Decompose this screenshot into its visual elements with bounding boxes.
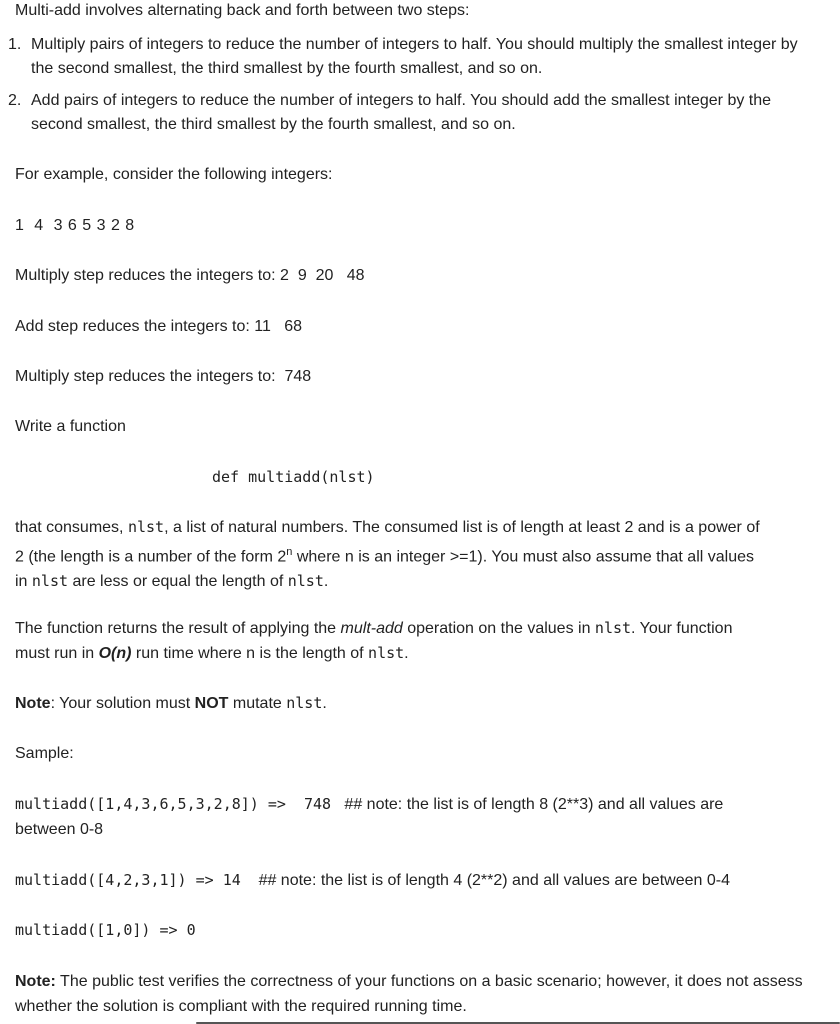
nlst-code: nlst [368,644,405,662]
function-signature: def multiadd(nlst) [212,468,375,486]
public-test-note: Note: The public test verifies the correctness of your functions on a basic scenario; however, it does not assess whether the solution is compliant with the required running time. [15,973,803,1015]
nlst-code: nlst [127,518,165,536]
returns-paragraph: The function returns the result of applying the mult-add operation on the values in nlst. Your function must run in O(n) run time where n is the length of nlst. [15,619,733,662]
step-item [0,33,820,81]
write-function-label: Write a function [15,418,126,435]
description-paragraph: that consumes, nlst, a list of natural numbers. The consumed list is of length at least 2 and is a power of 2 (the length is a number of the form 2$^n$ where n is an integer >=1). You must also assume that all values in nlst are less or equal the length of nlst. [15,518,760,591]
step-text: Multiply pairs of integers to reduce the number of integers to half. You should multiply the smallest integer by the second smallest, the third smallest by the fourth smallest, and so on. [31,36,798,77]
reduce-step-3: Multiply step reduces the integers to: 748 [15,368,312,385]
sample-2: multiadd([4,2,3,1]) => 14 ## note: the list is of length 4 (2**2) and all values are between 0-4 [15,871,730,889]
intro-text: Multi-add involves alternating back and forth between two steps: [15,2,470,19]
steps-list [0,33,820,145]
step-number: 2. [8,92,22,109]
sample-label: Sample: [15,745,74,762]
sample-1: multiadd([1,4,3,6,5,3,2,8]) => 748 ## note: the list is of length 8 (2**3) and all values are between 0-8 [15,795,724,838]
sample-3: multiadd([1,0]) => 0 [15,921,196,939]
nlst-code: nlst [286,694,323,712]
nlst-code: nlst [31,572,69,591]
step-text: Add pairs of integers to reduce the number of integers to half. You should add the smallest integer by the second smallest, the third smallest by the fourth smallest, and so on. [31,92,772,133]
nlst-code: nlst [594,619,632,637]
mutation-note: Note: Your solution must NOT mutate nlst. [15,694,327,712]
example-numbers: 1 4 3 6 5 3 2 8 [15,217,135,234]
reduce-step-1: Multiply step reduces the integers to: 2 9 20 48 [15,267,365,284]
example-intro: For example, consider the following integers: [15,166,333,183]
step-number: 1. [8,36,22,53]
reduce-step-2: Add step reduces the integers to: 11 68 [15,318,302,335]
nlst-code: nlst [287,572,324,591]
step-item [0,89,820,137]
